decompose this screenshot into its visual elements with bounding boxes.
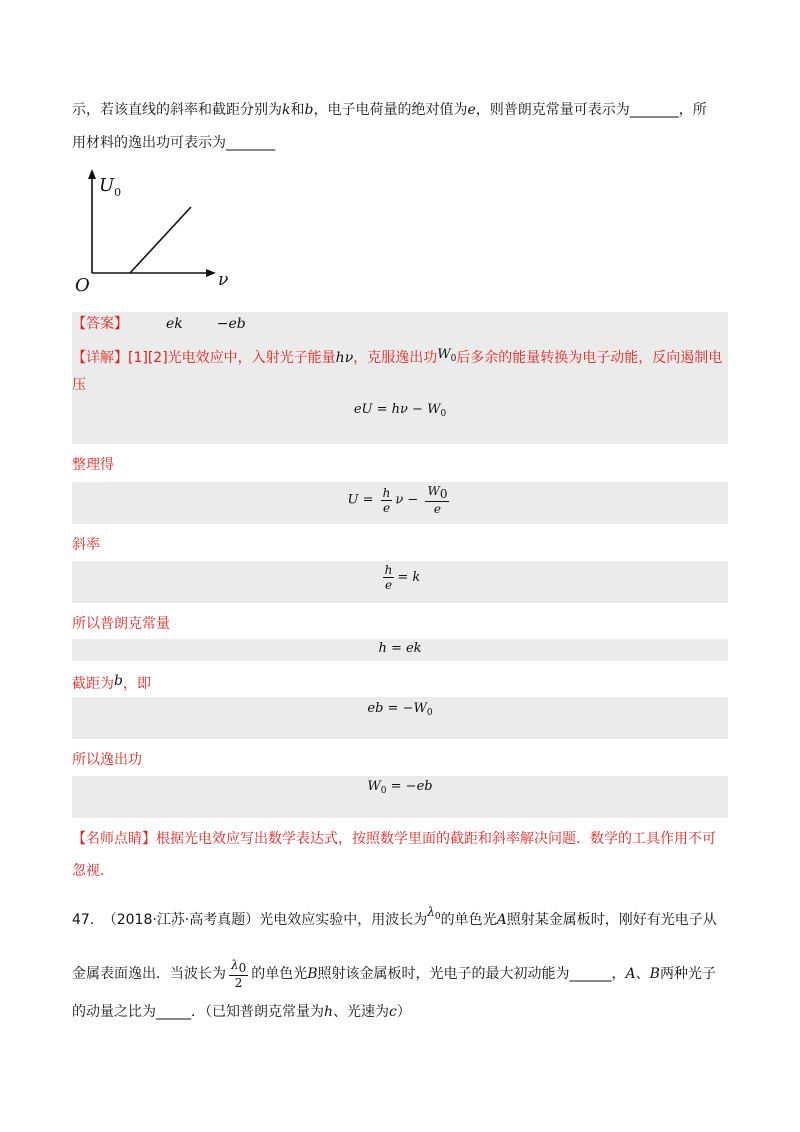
question-text: 两种光子	[659, 966, 716, 982]
detail-text: 后多余的能量转换为电子动能，反向遏制电	[456, 350, 723, 366]
fraction-lambda-over-2	[229, 958, 248, 990]
text: 用材料的逸出功可表示为	[72, 135, 226, 151]
answer-blank: ______	[569, 966, 612, 982]
work-function-symbol	[437, 347, 456, 362]
detail-text: 压	[72, 377, 86, 393]
question-text: 、光速为	[333, 1004, 390, 1020]
answer-1: ek	[166, 316, 183, 332]
question-text: 的单色光	[251, 966, 308, 982]
y-axis-label: $U_0$	[99, 175, 122, 199]
equation-subscript: 0	[380, 786, 387, 796]
light-speed-symbol: c	[389, 1004, 397, 1020]
graph-line	[130, 207, 191, 273]
tip-text: 根据光电效应写出数学表达式，按照数学里面的截距和斜率解决问题．数学的工具作用不可	[156, 831, 716, 847]
question-source: （2018·江苏·高考真题）	[102, 912, 260, 928]
answer-blank: _______	[629, 102, 679, 118]
intercept-symbol: b	[114, 673, 123, 689]
step-1-label: 整理得	[72, 457, 114, 473]
fraction-h-over-e	[383, 563, 395, 592]
lambda-subscript: 0	[434, 912, 441, 922]
y-axis-arrow	[88, 169, 96, 179]
step-4-label	[72, 671, 151, 694]
equation-subscript: 0	[426, 708, 433, 718]
label-text: 截距为	[72, 676, 114, 692]
tip-label: 【名师点睛】	[72, 831, 156, 847]
text: 示，若该直线的斜率和截距分别为	[72, 102, 282, 118]
detail-text: ，克服逸出功	[353, 350, 438, 366]
fraction-w-over-e	[425, 484, 449, 516]
numerator: h	[382, 485, 391, 500]
question-text: 的动量之比为	[72, 1004, 156, 1020]
step-5-label: 所以逸出功	[72, 752, 142, 768]
question-number: 47.	[72, 912, 95, 928]
wavelength-symbol	[427, 905, 441, 922]
slope-symbol: k	[282, 102, 291, 118]
w-symbol: W	[437, 347, 451, 362]
x-axis-label: ν	[218, 270, 229, 290]
text: 和	[290, 102, 305, 118]
light-a-symbol: A	[625, 966, 636, 982]
equation-1	[72, 402, 728, 419]
intercept-symbol: b	[304, 102, 314, 118]
equation-3	[72, 563, 728, 592]
equation-text: eb = −W	[367, 701, 427, 716]
question-text-line-2	[72, 133, 275, 153]
light-b-symbol: B	[649, 966, 660, 982]
x-axis-arrow	[206, 269, 216, 277]
answer-label: 【答案】	[72, 316, 128, 332]
question-text: 照射该金属板时，光电子的最大初动能为	[317, 966, 570, 982]
denominator: e	[433, 502, 442, 516]
lambda-subscript: 0	[238, 961, 247, 975]
charge-symbol: e	[467, 102, 476, 118]
numerator: h	[384, 563, 393, 577]
equation-text: = −eb	[386, 779, 433, 794]
fraction-h-over-e	[381, 486, 393, 515]
question-text-line-1	[72, 100, 707, 120]
origin-label: O	[75, 275, 90, 295]
question-text: 的单色光	[440, 912, 497, 928]
question-text: ）	[396, 1004, 411, 1020]
lambda: λ	[427, 905, 435, 919]
detail-label: 【详解】	[72, 350, 128, 366]
detail-line-2	[72, 375, 86, 395]
equation-subscript: 0	[440, 409, 447, 419]
step-2-label: 斜率	[72, 537, 100, 553]
equation-4: h = ek	[378, 641, 422, 656]
planck-symbol: h	[324, 1004, 334, 1020]
answer-blank: _____	[156, 1004, 191, 1020]
detail-refs: [1][2]	[128, 350, 168, 366]
text: ，所	[678, 102, 707, 118]
question-47-line-1	[72, 902, 717, 930]
answer-blank: _______	[226, 135, 275, 151]
equation-text: = k	[397, 570, 421, 585]
light-a-symbol: A	[496, 912, 507, 928]
denominator: e	[384, 578, 393, 592]
step-3-label: 所以普朗克常量	[72, 616, 170, 632]
w-symbol: W	[427, 484, 440, 498]
w-subscript: 0	[439, 487, 448, 501]
label-text: ，即	[122, 676, 151, 692]
equation-6	[72, 779, 728, 796]
equation-text: W	[367, 779, 381, 794]
denominator: 2	[234, 976, 243, 990]
question-47-line-3	[72, 1002, 411, 1022]
numerator	[425, 484, 449, 502]
detail-line-1	[72, 345, 722, 369]
numerator	[229, 958, 248, 976]
photon-energy-symbol: hν	[335, 350, 354, 366]
equation-2	[72, 484, 728, 516]
equation-text: ν −	[395, 492, 419, 508]
denominator: e	[382, 500, 391, 515]
detail-text: 光电效应中，入射光子能量	[167, 350, 336, 366]
equation-5	[72, 701, 728, 718]
text: ，电子电荷量的绝对值为	[313, 102, 468, 118]
answer-line	[72, 314, 246, 334]
equation-text: U =	[347, 492, 374, 508]
question-text: ．（已知普朗克常量为	[191, 1004, 324, 1020]
tip-line-1	[72, 829, 716, 849]
question-47-line-2	[72, 958, 716, 990]
equation-text: eU = hν − W	[353, 402, 441, 417]
light-b-symbol: B	[307, 966, 318, 982]
graph-u0-vs-frequency	[72, 165, 232, 295]
question-text: ，	[611, 966, 626, 982]
question-text: 金属表面逸出．当波长为	[72, 966, 226, 982]
tip-line-2: 忽视.	[72, 863, 105, 879]
text: ，则普朗克常量可表示为	[475, 102, 630, 118]
lambda: λ	[231, 958, 239, 972]
answer-2: −eb	[216, 316, 246, 332]
question-text: 、	[635, 966, 650, 982]
w-subscript: 0	[450, 354, 457, 364]
question-text: 光电效应实验中，用波长为	[259, 912, 428, 928]
question-text: 照射某金属板时，刚好有光电子从	[506, 912, 717, 928]
